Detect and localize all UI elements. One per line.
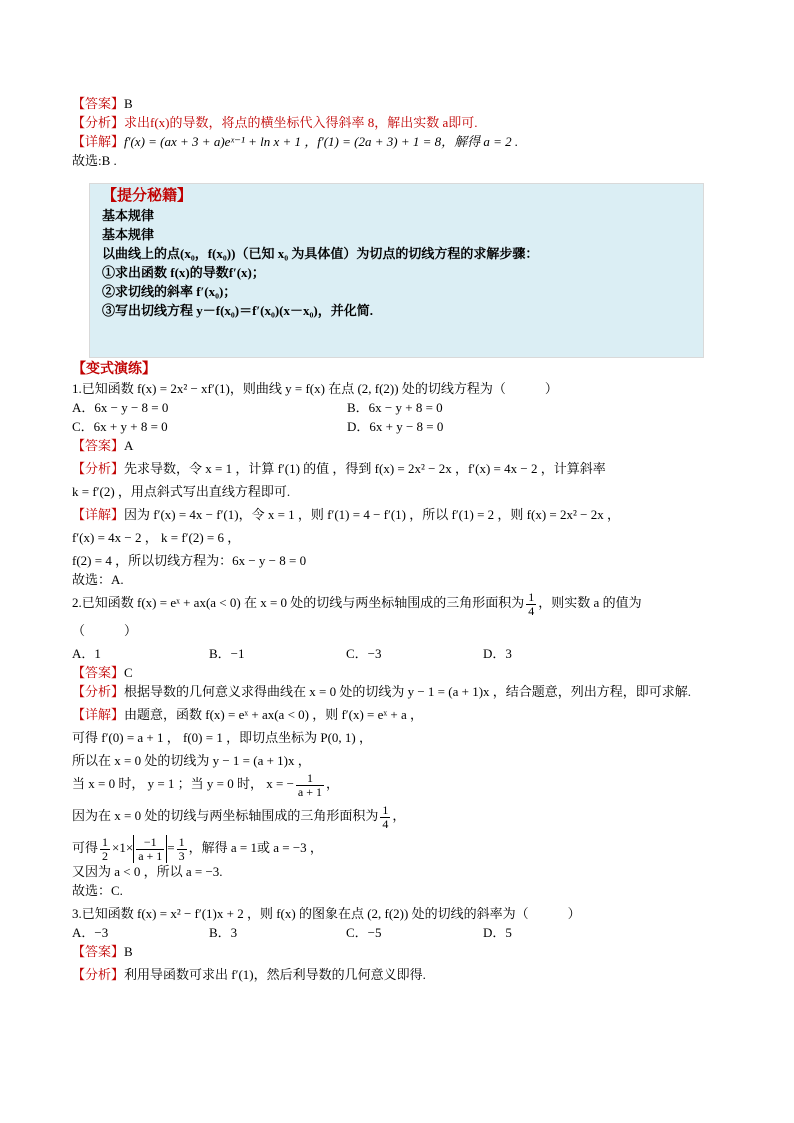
tips-title: 【提分秘籍】 — [102, 188, 193, 204]
tips-box — [89, 183, 704, 358]
tips-step: ③写出切线方程 y－f(x₀)＝f′(x₀)(x－x₀)，并化简. — [102, 303, 373, 318]
q3-options — [72, 923, 722, 942]
q2-analysis-line — [72, 682, 722, 701]
tips-step: ②求切线的斜率 f′(x₀)； — [102, 284, 237, 299]
document-page — [72, 94, 722, 984]
q2-option-c: C．−3 — [346, 646, 382, 661]
q2-detail-l2: 可得 f′(0) = a + 1 ， f(0) = 1 ，即切点坐标为 P(0, 1) ， — [72, 730, 372, 745]
answer-tag: 【答案】 — [72, 944, 125, 959]
answer-line — [72, 94, 722, 113]
fraction — [177, 836, 187, 863]
q2-detail-text: ，解得 a = 1或 a = −3 ， — [188, 840, 323, 855]
q3-answer-line — [72, 942, 722, 961]
q1-detail-line — [72, 505, 722, 524]
q1-detail-l2: f′(x) = 4x − 2 ， k = f′(2) = 6 ， — [72, 530, 241, 545]
q3-analysis: 利用导函数可求出 f′(1)，然后利导数的几何意义即得. — [124, 967, 426, 982]
detail-line — [72, 132, 722, 151]
fraction — [380, 804, 390, 831]
q2-answer: C — [124, 665, 133, 680]
tips-line: 以曲线上的点(x₀，f(x₀))（已知 x₀ 为具体值）为切点的切线方程的求解步骤： — [102, 246, 539, 261]
q2-detail-l6 — [72, 834, 722, 862]
q2-detail-l4 — [72, 770, 722, 798]
q3-option-b: B．3 — [209, 925, 238, 940]
q1-detail-l3: f(2) = 4 ，所以切线方程为：6x − y − 8 = 0 — [72, 553, 307, 568]
analysis-tag: 【分析】 — [72, 461, 125, 476]
fraction-numerator: 1 — [296, 772, 324, 786]
fraction — [100, 836, 110, 863]
q3-option-c: C．−5 — [346, 925, 382, 940]
analysis-line — [72, 113, 722, 132]
fraction — [526, 591, 536, 618]
q1-option-a: A．6x − y − 8 = 0 — [72, 400, 169, 415]
q1-answer-line — [72, 436, 722, 455]
q2-detail-text: 当 x = 0 时， y = 1 ；当 y = 0 时， x = − — [72, 776, 294, 791]
analysis-tag: 【分析】 — [72, 115, 125, 130]
q1-analysis-l2: k = f′(2) ，用点斜式写出直线方程即可. — [72, 484, 291, 499]
q2-stem — [72, 589, 722, 617]
q2-detail-text: ， — [392, 808, 406, 823]
answer-tag: 【答案】 — [72, 96, 125, 111]
q1-option-c: C．6x + y + 8 = 0 — [72, 419, 168, 434]
q2-detail-l3: 所以在 x = 0 处的切线为 y − 1 = (a + 1)x ， — [72, 753, 311, 768]
fraction-numerator: −1 — [136, 836, 164, 850]
detail-text: f′(x) = (ax + 3 + a)eˣ⁻¹ + ln x + 1 ，f′(1) = (2a + 3) + 1 = 8，解得 a = 2 . — [124, 134, 519, 149]
q1-detail-l1: 因为 f′(x) = 4x − f′(1)，令 x = 1 ，则 f′(1) = 4 − f′(1) ，所以 f′(1) = 2 ，则 f(x) = 2x² − 2x ， — [124, 507, 620, 522]
q1-options-row1 — [72, 398, 722, 417]
q2-paren: （ ） — [72, 623, 138, 638]
q2-detail-text: 因为在 x = 0 处的切线与两坐标轴围成的三角形面积为 — [72, 808, 379, 823]
q2-detail-text: = — [167, 840, 175, 855]
q2-detail-text: ×1× — [112, 840, 134, 855]
q1-option-b: B．6x − y + 8 = 0 — [347, 400, 443, 415]
fraction-denominator: 2 — [102, 848, 109, 863]
q2-detail-text: ， — [326, 776, 340, 791]
choose-line: 故选:B . — [72, 153, 117, 168]
analysis-tag: 【分析】 — [72, 684, 125, 699]
q1-analysis-line — [72, 459, 722, 478]
q2-detail-line — [72, 705, 722, 724]
practice-header: 【变式演练】 — [72, 362, 156, 377]
q2-choose: 故选：C. — [72, 883, 123, 898]
q2-option-b: B．−1 — [209, 646, 245, 661]
q3-answer: B — [124, 944, 133, 959]
q3-option-a: A．−3 — [72, 925, 109, 940]
fraction-numerator: 1 — [382, 802, 389, 817]
q1-stem: 1.已知函数 f(x) = 2x² − xf′(1)，则曲线 y = f(x) 在点 (2, f(2)) 处的切线方程为（ ） — [72, 381, 558, 396]
tips-step: ①求出函数 f(x)的导数f′(x)； — [102, 265, 265, 280]
tips-line: 基本规律 — [102, 227, 155, 242]
fraction-denominator: a + 1 — [297, 784, 323, 799]
q1-options-row2 — [72, 417, 722, 436]
q2-option-a: A．1 — [72, 646, 101, 661]
fraction-denominator: 4 — [382, 816, 389, 831]
fraction-numerator: 1 — [528, 589, 535, 604]
tips-line: 基本规律 — [102, 208, 155, 223]
fraction-denominator: 4 — [528, 603, 535, 618]
q2-detail-text: 可得 — [72, 840, 99, 855]
q2-detail-l1: 由题意，函数 f(x) = eˣ + ax(a < 0) ，则 f′(x) = eˣ + a ， — [124, 707, 424, 722]
answer-tag: 【答案】 — [72, 438, 125, 453]
detail-tag: 【详解】 — [72, 134, 125, 149]
fraction — [136, 836, 164, 863]
fraction — [296, 772, 324, 799]
q2-answer-line — [72, 663, 722, 682]
answer-value: B — [124, 96, 133, 111]
fraction-numerator: 1 — [102, 834, 109, 849]
q1-analysis-l1: 先求导数，令 x = 1 ，计算 f′(1) 的值 ，得到 f(x) = 2x² − 2x ，f′(x) = 4x − 2 ，计算斜率 — [124, 461, 606, 476]
q1-answer: A — [124, 438, 134, 453]
q2-option-d: D．3 — [483, 646, 512, 661]
analysis-text: 求出f(x)的导数，将点的横坐标代入得斜率 8，解出实数 a即可. — [124, 115, 478, 130]
absolute-value-bars — [133, 835, 167, 864]
q3-option-d: D．5 — [483, 925, 512, 940]
fraction-denominator: a + 1 — [138, 849, 163, 864]
fraction-numerator: 1 — [178, 834, 185, 849]
analysis-tag: 【分析】 — [72, 967, 125, 982]
q1-choose: 故选：A. — [72, 572, 124, 587]
q2-detail-l7: 又因为 a < 0 ，所以 a = −3. — [72, 864, 223, 879]
q3-analysis-line — [72, 965, 722, 984]
detail-tag: 【详解】 — [72, 707, 125, 722]
q2-detail-l5 — [72, 802, 722, 830]
fraction-denominator: 3 — [178, 848, 185, 863]
detail-tag: 【详解】 — [72, 507, 125, 522]
q2-analysis: 根据导数的几何意义求得曲线在 x = 0 处的切线为 y − 1 = (a + 1)x ，结合题意，列出方程，即可求解. — [124, 684, 692, 699]
q1-option-d: D．6x + y − 8 = 0 — [347, 419, 444, 434]
q2-options — [72, 644, 722, 663]
answer-tag: 【答案】 — [72, 665, 125, 680]
q2-stem-text: ，则实数 a 的值为 — [538, 595, 642, 610]
q2-stem-text: 2.已知函数 f(x) = eˣ + ax(a < 0) 在 x = 0 处的切线与两坐标轴围成的三角形面积为 — [72, 595, 525, 610]
q3-stem: 3.已知函数 f(x) = x² − f′(1)x + 2 ，则 f(x) 的图象在点 (2, f(2)) 处的切线的斜率为（ ） — [72, 906, 581, 921]
